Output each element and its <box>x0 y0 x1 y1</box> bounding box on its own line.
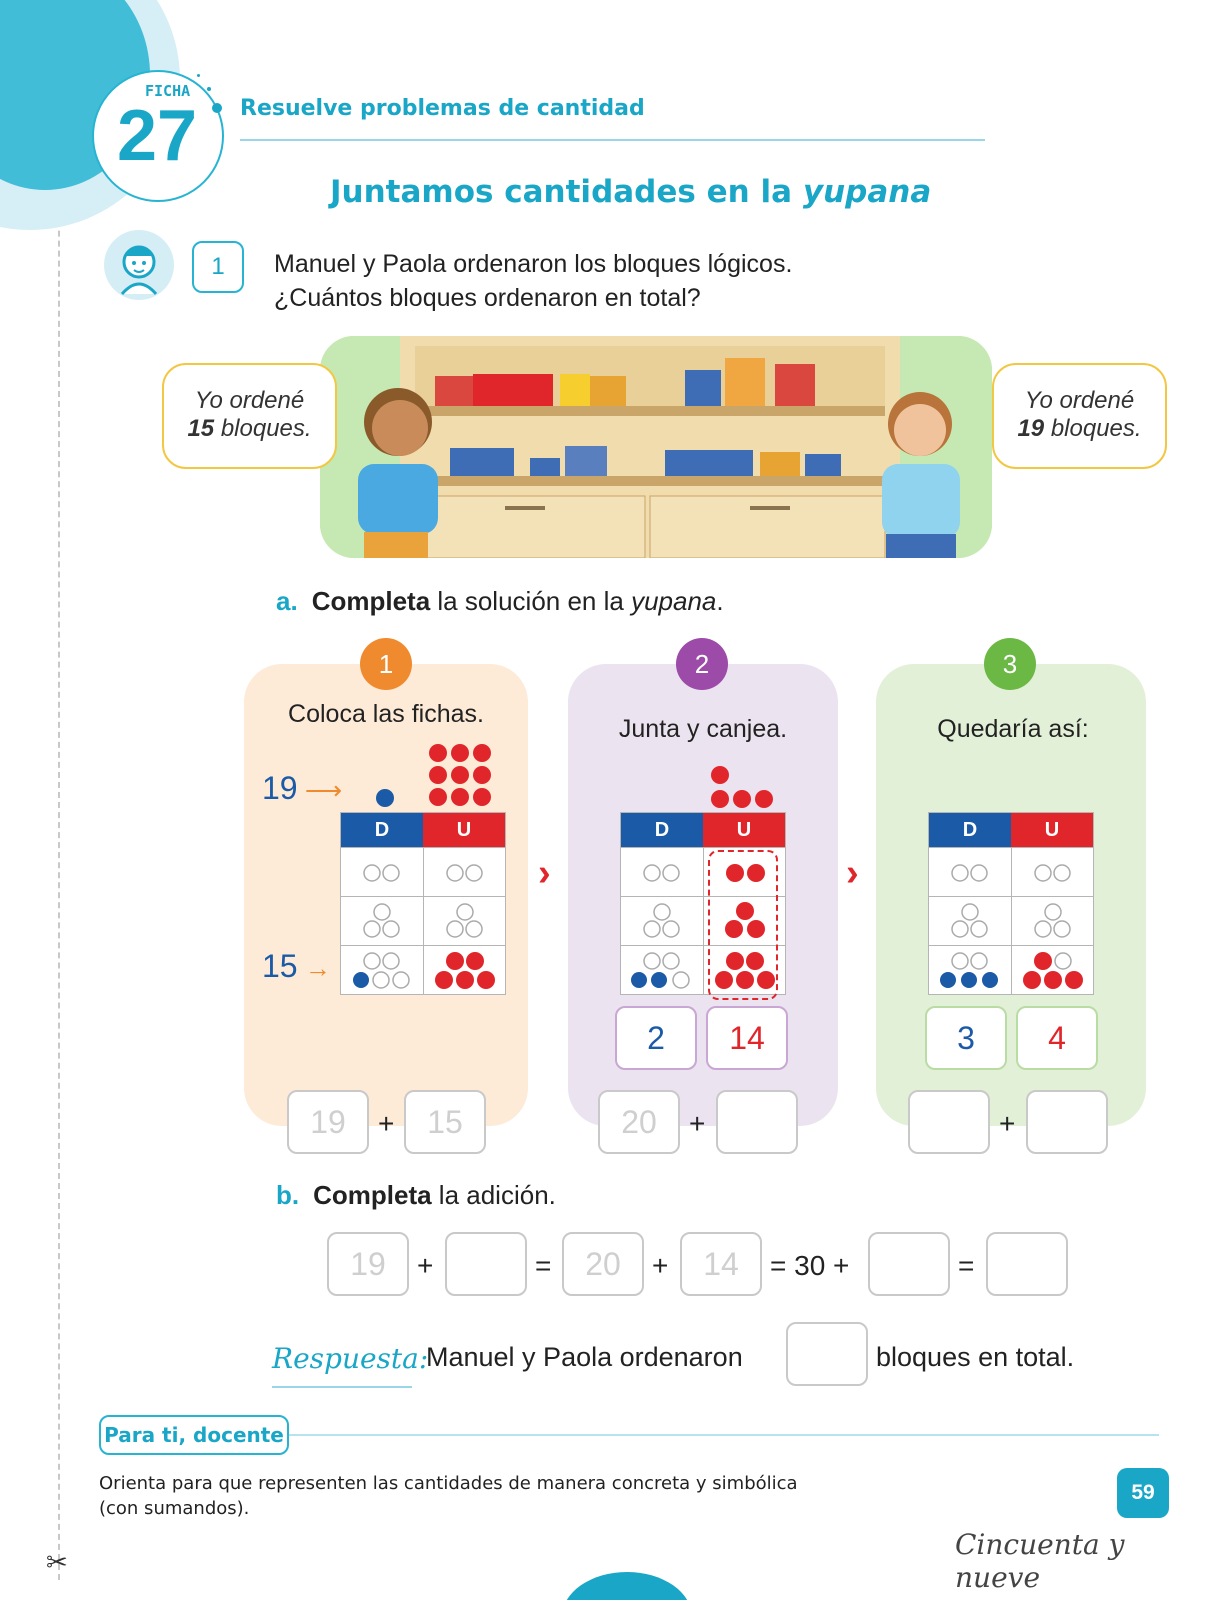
box-decenas-2: 2 <box>615 1006 697 1070</box>
sum-input-3a[interactable] <box>908 1090 990 1154</box>
speech-bubble-left <box>162 363 337 469</box>
plus-sign: + <box>417 1250 434 1281</box>
divider <box>289 1434 1159 1436</box>
step-number-3: 3 <box>984 638 1036 690</box>
slot-d-5[interactable] <box>621 946 703 994</box>
slot-d-3[interactable] <box>341 897 423 945</box>
header-decenas: D <box>341 813 423 847</box>
eq-input-5[interactable] <box>868 1232 950 1296</box>
illustration-scene <box>320 336 992 558</box>
docente-text: Orienta para que representen las cantidades de manera concreta y simbólica (con sumandos). <box>99 1473 798 1519</box>
question-line: ¿Cuántos bloques ordenaron en total? <box>274 284 701 312</box>
part-italic: yupana <box>631 586 717 616</box>
label-number: 19 <box>262 770 298 806</box>
slot-u-5[interactable] <box>423 946 506 994</box>
step-number-2: 2 <box>676 638 728 690</box>
exchange-group-outline <box>708 850 778 1000</box>
loose-tokens-2 <box>700 764 780 814</box>
bubble-text <box>994 415 1165 443</box>
title-text: Juntamos cantidades en la <box>330 174 803 210</box>
ficha-label: FICHA <box>145 82 191 100</box>
part-a-instruction <box>276 586 724 617</box>
bubble-word: bloques. <box>220 415 312 442</box>
scissors-icon: ✂ <box>46 1548 68 1578</box>
page-number: 59 <box>1117 1468 1169 1518</box>
sum-input-3b[interactable] <box>1026 1090 1108 1154</box>
respuesta-text-end: bloques en total. <box>876 1342 1075 1372</box>
ficha-number: 27 <box>117 96 198 176</box>
box-unidades-3: 4 <box>1016 1006 1098 1070</box>
dot-decoration <box>207 87 211 91</box>
equals-sign: = <box>535 1250 552 1281</box>
part-letter: b. <box>276 1180 300 1210</box>
slot-d-3[interactable] <box>621 897 703 945</box>
part-text: la adición. <box>431 1180 556 1210</box>
part-b-instruction <box>276 1180 556 1211</box>
part-text: . <box>716 586 724 616</box>
title-italic: yupana <box>802 174 932 210</box>
respuesta-underline <box>272 1386 412 1388</box>
divider <box>240 139 985 141</box>
sum-input-2b[interactable] <box>716 1090 798 1154</box>
step-text-2: Junta y canjea. <box>618 715 788 743</box>
slot-d-5[interactable] <box>929 946 1011 994</box>
header-unidades: U <box>423 813 505 847</box>
plus-sign: + <box>689 1108 706 1139</box>
part-letter: a. <box>276 586 298 616</box>
student-icon <box>104 230 174 300</box>
sum-input-1b[interactable]: 15 <box>404 1090 486 1154</box>
plus-sign: + <box>999 1108 1016 1139</box>
part-bold: Completa <box>313 1180 432 1210</box>
step-text-3: Quedaría así: <box>937 715 1089 743</box>
respuesta-text: Manuel y Paola ordenaron <box>426 1342 743 1372</box>
eq-input-1[interactable]: 19 <box>327 1232 409 1296</box>
eq-input-6[interactable] <box>986 1232 1068 1296</box>
part-bold: Completa <box>311 586 431 616</box>
cut-line <box>58 0 60 1580</box>
competencia-heading: Resuelve problemas de cantidad <box>240 96 645 121</box>
equals-thirty-plus: = 30 + <box>770 1250 850 1281</box>
slot-d-2[interactable] <box>929 848 1011 896</box>
sum-input-2a[interactable]: 20 <box>598 1090 680 1154</box>
part-text: la solución en la <box>430 586 632 616</box>
header-decenas: D <box>621 813 703 847</box>
bubble-count: 19 <box>1017 415 1045 442</box>
equals-sign: = <box>958 1250 975 1281</box>
loose-tokens-1 <box>370 738 500 814</box>
header-decenas: D <box>929 813 1011 847</box>
eq-input-2[interactable] <box>445 1232 527 1296</box>
step-number-1: 1 <box>360 638 412 690</box>
header-unidades: U <box>703 813 785 847</box>
plus-sign: + <box>652 1250 669 1281</box>
bottom-decoration <box>562 1572 692 1600</box>
slot-u-3[interactable] <box>423 897 506 945</box>
box-unidades-2: 14 <box>706 1006 788 1070</box>
slot-d-2[interactable] <box>341 848 423 896</box>
sum-input-1a[interactable]: 19 <box>287 1090 369 1154</box>
yupana-1 <box>340 812 506 995</box>
bubble-text: Yo ordené <box>194 387 305 414</box>
slot-d-3[interactable] <box>929 897 1011 945</box>
bubble-text <box>164 415 335 443</box>
eq-input-3[interactable]: 20 <box>562 1232 644 1296</box>
question-line: Manuel y Paola ordenaron los bloques lógicos. <box>274 250 793 278</box>
slot-d-5[interactable] <box>341 946 423 994</box>
slot-u-5[interactable] <box>1011 946 1094 994</box>
bubble-count: 15 <box>187 415 215 442</box>
respuesta-input[interactable] <box>786 1322 868 1386</box>
bubble-word: bloques. <box>1050 415 1142 442</box>
docente-label: Para ti, docente <box>99 1415 289 1455</box>
chevron-right-icon: › <box>538 852 551 894</box>
dot-decoration <box>197 74 200 77</box>
box-decenas-3: 3 <box>925 1006 1007 1070</box>
header-unidades: U <box>1011 813 1093 847</box>
slot-u-2[interactable] <box>423 848 506 896</box>
chevron-right-icon: › <box>846 852 859 894</box>
label-number: 15 <box>262 948 298 984</box>
bubble-text: Yo ordené <box>1024 387 1135 414</box>
question-number: 1 <box>192 241 244 293</box>
label-19 <box>262 770 342 807</box>
yupana-3 <box>928 812 1094 995</box>
eq-input-4[interactable]: 14 <box>680 1232 762 1296</box>
plus-sign: + <box>378 1108 395 1139</box>
question-text <box>274 247 792 315</box>
dot-decoration <box>212 103 222 113</box>
arrow-icon: ⟶ <box>297 775 343 805</box>
slot-u-2[interactable] <box>1011 848 1094 896</box>
slot-d-2[interactable] <box>621 848 703 896</box>
slot-u-3[interactable] <box>1011 897 1094 945</box>
step-text-1: Coloca las fichas. <box>288 700 484 728</box>
speech-bubble-right <box>992 363 1167 469</box>
label-15 <box>262 948 331 985</box>
arrow-icon: → <box>297 953 331 983</box>
page-title <box>330 174 931 210</box>
respuesta-label: Respuesta: <box>272 1342 429 1375</box>
page-number-words: Cincuenta y nueve <box>955 1528 1125 1594</box>
